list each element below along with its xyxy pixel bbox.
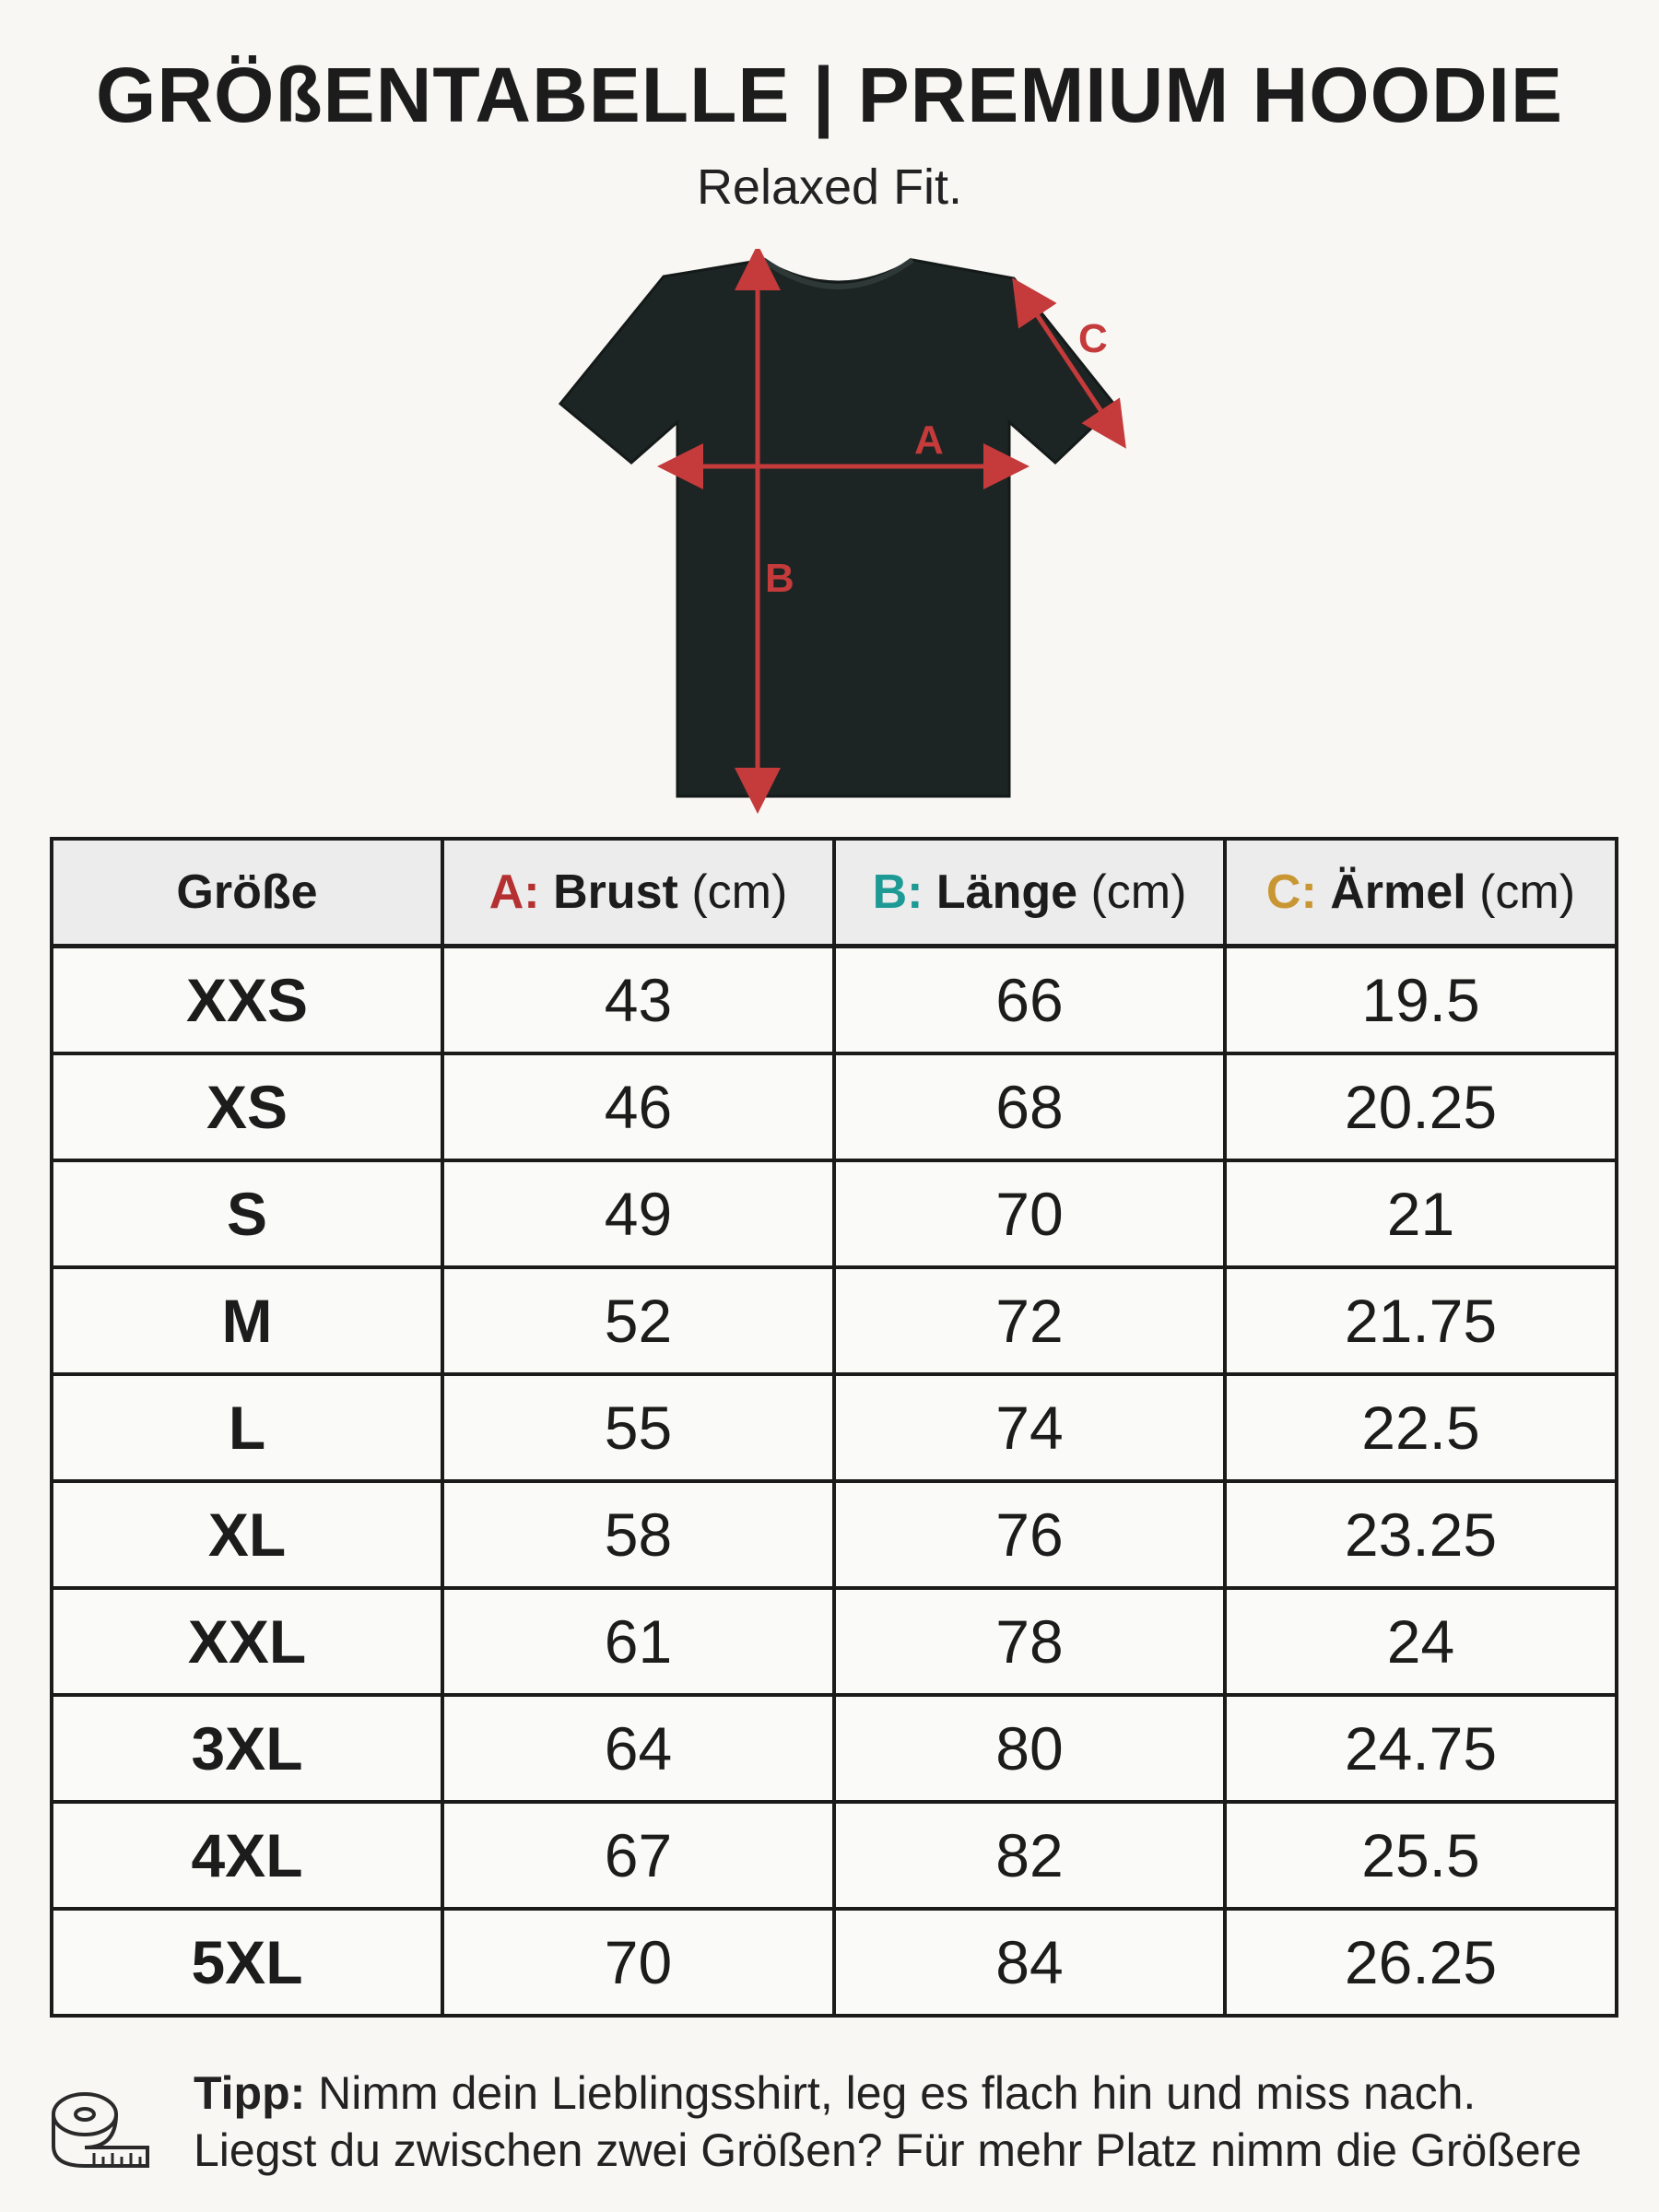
label-a: A [914,418,944,463]
cell-sleeve: 24 [1225,1588,1617,1695]
cell-size: XL [52,1481,442,1588]
cell-chest: 64 [442,1695,834,1802]
tip-label: Tipp: [194,2067,306,2119]
cell-chest: 49 [442,1160,834,1267]
cell-size: XS [52,1053,442,1160]
table-row [52,1695,1617,1802]
cell-chest: 52 [442,1267,834,1374]
table-row [52,1802,1617,1909]
cell-size: 4XL [52,1802,442,1909]
cell-chest: 43 [442,947,834,1054]
cell-length: 80 [834,1695,1225,1802]
table-row [52,947,1617,1054]
cell-sleeve: 23.25 [1225,1481,1617,1588]
tshirt-shape [560,260,1115,796]
tip-line-2: Liegst du zwischen zwei Größen? Für mehr Platz nimm die Größere [194,2124,1583,2176]
cell-size: XXS [52,947,442,1054]
cell-sleeve: 21 [1225,1160,1617,1267]
table-row [52,1481,1617,1588]
cell-length: 68 [834,1053,1225,1160]
cell-length: 76 [834,1481,1225,1588]
cell-sleeve: 19.5 [1225,947,1617,1054]
header-sleeve: C: Ärmel (cm) [1225,839,1617,947]
cell-sleeve: 25.5 [1225,1802,1617,1909]
header-chest: A: Brust (cm) [442,839,834,947]
table-row [52,1267,1617,1374]
size-table [50,837,1618,2018]
page-title: GRÖßENTABELLE | PREMIUM HOODIE [96,52,1563,138]
cell-length: 70 [834,1160,1225,1267]
cell-sleeve: 20.25 [1225,1053,1617,1160]
cell-size: 3XL [52,1695,442,1802]
cell-sleeve: 21.75 [1225,1267,1617,1374]
header-size: Größe [52,839,442,947]
cell-chest: 70 [442,1909,834,2016]
label-b: B [765,556,794,601]
cell-sleeve: 22.5 [1225,1374,1617,1481]
header-length: B: Länge (cm) [834,839,1225,947]
cell-sleeve: 26.25 [1225,1909,1617,2016]
cell-chest: 67 [442,1802,834,1909]
cell-length: 72 [834,1267,1225,1374]
cell-size: 5XL [52,1909,442,2016]
cell-size: XXL [52,1588,442,1695]
tshirt-measurement-diagram [544,249,1143,820]
table-row [52,1053,1617,1160]
table-row [52,1160,1617,1267]
cell-size: S [52,1160,442,1267]
label-c: C [1078,316,1108,361]
cell-chest: 46 [442,1053,834,1160]
cell-length: 66 [834,947,1225,1054]
cell-length: 82 [834,1802,1225,1909]
cell-length: 78 [834,1588,1225,1695]
cell-sleeve: 24.75 [1225,1695,1617,1802]
measuring-tape-icon [48,2085,155,2177]
page-subtitle: Relaxed Fit. [696,159,963,215]
cell-size: L [52,1374,442,1481]
cell-chest: 58 [442,1481,834,1588]
table-row [52,1588,1617,1695]
cell-chest: 61 [442,1588,834,1695]
table-row [52,1909,1617,2016]
table-header-row [52,839,1617,947]
cell-length: 74 [834,1374,1225,1481]
tip-text [194,2065,1631,2179]
cell-length: 84 [834,1909,1225,2016]
table-row [52,1374,1617,1481]
cell-size: M [52,1267,442,1374]
tip-line-1: Tipp: Nimm dein Lieblingsshirt, leg es flach hin und miss nach. [194,2067,1477,2119]
cell-chest: 55 [442,1374,834,1481]
